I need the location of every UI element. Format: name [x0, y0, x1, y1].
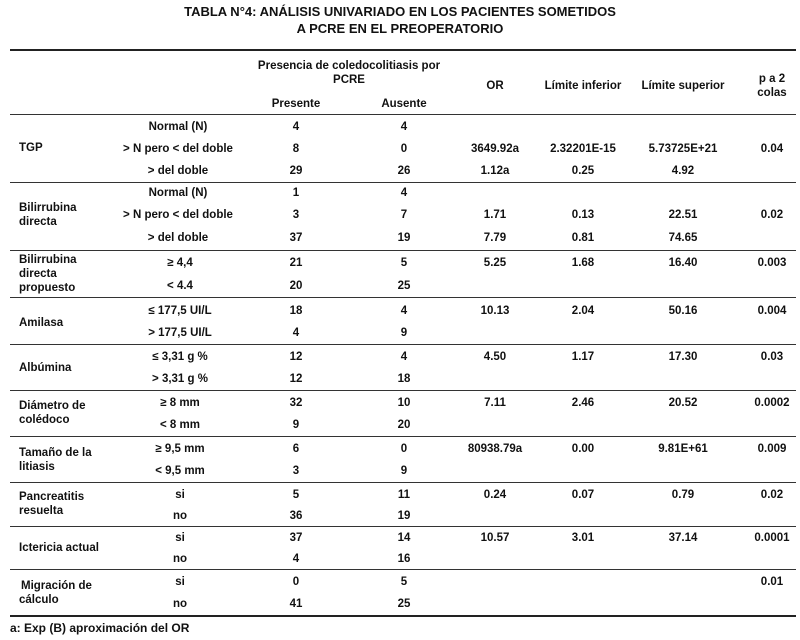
- row-bilip-p: 0.003: [757, 257, 787, 269]
- row-albumina-cat2-presente: 12: [289, 373, 303, 385]
- header-lim-sup: Límite superior: [641, 80, 725, 92]
- row-amilasa-li: 2.04: [571, 305, 595, 317]
- row-tgp-or1: 3649.92a: [471, 143, 519, 155]
- row-pancreatitis-label-1: Pancreatitis: [19, 491, 85, 503]
- rule-1: [10, 182, 796, 183]
- row-tamano-cat2: < 9,5 mm: [155, 465, 205, 477]
- row-ictericia-ls: 37.14: [668, 532, 698, 544]
- row-diametro-label-2: colédoco: [19, 414, 70, 426]
- row-migracion-label-1: Migración de: [21, 580, 92, 592]
- row-albumina-cat2: > 3,31 g %: [152, 373, 208, 385]
- row-ictericia-cat2-presente: 4: [292, 553, 300, 565]
- row-diametro-ls: 20.52: [668, 397, 698, 409]
- row-bili-or2: 7.79: [483, 232, 507, 244]
- header-p-2: colas: [757, 87, 787, 99]
- row-migracion-label-2: cálculo: [19, 594, 59, 606]
- rule-2: [10, 250, 796, 251]
- row-tgp-ls2: 4.92: [671, 165, 695, 177]
- row-albumina-ls: 17.30: [668, 351, 698, 363]
- row-diametro-label-1: Diámetro de: [19, 400, 86, 412]
- row-ictericia-li: 3.01: [571, 532, 595, 544]
- row-pancreatitis-label-2: resuelta: [19, 505, 64, 517]
- row-bilip-cat1-ausente: 5: [400, 257, 408, 269]
- row-migracion-p: 0.01: [760, 576, 784, 588]
- row-tamano-or: 80938.79a: [467, 443, 523, 455]
- rule-header: [10, 114, 796, 115]
- row-bili-label-1: Bilirrubina: [19, 202, 77, 214]
- row-bili-cat1: Normal (N): [148, 187, 208, 199]
- row-tgp-cat3-ausente: 26: [397, 165, 411, 177]
- row-bili-ls2: 74.65: [668, 232, 698, 244]
- row-albumina-cat1-ausente: 4: [400, 351, 408, 363]
- header-presence-2: PCRE: [333, 74, 365, 86]
- row-pancreatitis-cat2-ausente: 19: [397, 510, 411, 522]
- row-bili-p: 0.02: [760, 209, 784, 221]
- row-bilip-cat2: < 4.4: [167, 280, 193, 292]
- row-amilasa-cat1-presente: 18: [289, 305, 303, 317]
- row-bili-li1: 0.13: [571, 209, 595, 221]
- row-bilip-or: 5.25: [483, 257, 507, 269]
- row-ictericia-p: 0.0001: [754, 532, 790, 544]
- row-ictericia-cat1: si: [175, 532, 185, 544]
- row-albumina-cat1: ≤ 3,31 g %: [152, 351, 208, 363]
- row-tgp-cat1: Normal (N): [148, 121, 208, 133]
- row-diametro-cat1-ausente: 10: [397, 397, 411, 409]
- row-diametro-cat2: < 8 mm: [160, 419, 200, 431]
- rule-3: [10, 297, 796, 298]
- row-diametro-p: 0.0002: [754, 397, 790, 409]
- row-tgp-ls1: 5.73725E+21: [648, 143, 718, 155]
- row-bili-cat1-ausente: 4: [400, 187, 408, 199]
- row-amilasa-label: Amilasa: [19, 317, 64, 329]
- row-tamano-cat2-ausente: 9: [400, 465, 408, 477]
- row-bili-cat1-presente: 1: [292, 187, 300, 199]
- header-presente: Presente: [271, 98, 321, 110]
- row-tgp-cat2: > N pero < del doble: [123, 143, 233, 155]
- row-bilip-label-2: directa: [19, 268, 57, 280]
- row-bilip-label-1: Bilirrubina: [19, 254, 77, 266]
- header-ausente: Ausente: [381, 98, 427, 110]
- row-tgp-or2: 1.12a: [480, 165, 510, 177]
- row-tamano-label-1: Tamaño de la: [19, 447, 92, 459]
- row-albumina-li: 1.17: [571, 351, 595, 363]
- rule-9: [10, 569, 796, 570]
- row-tamano-label-2: litiasis: [19, 461, 55, 473]
- header-p-1: p a 2: [758, 73, 786, 85]
- row-pancreatitis-p: 0.02: [760, 489, 784, 501]
- row-pancreatitis-cat1-presente: 5: [292, 489, 300, 501]
- row-diametro-li: 2.46: [571, 397, 595, 409]
- row-bili-cat3: > del doble: [147, 232, 209, 244]
- row-pancreatitis-cat1-ausente: 11: [397, 489, 411, 501]
- table-title: [0, 3, 800, 37]
- row-amilasa-cat1: ≤ 177,5 UI/L: [148, 305, 212, 317]
- rule-7: [10, 482, 796, 483]
- rule-top: [10, 49, 796, 51]
- row-bili-cat3-ausente: 19: [397, 232, 411, 244]
- row-pancreatitis-or: 0.24: [483, 489, 507, 501]
- row-diametro-or: 7.11: [484, 397, 506, 409]
- row-ictericia-label: Ictericia actual: [19, 542, 99, 554]
- row-pancreatitis-cat2: no: [172, 510, 188, 522]
- row-tamano-cat1: ≥ 9,5 mm: [155, 443, 205, 455]
- row-migracion-cat2: no: [172, 598, 188, 610]
- rule-5: [10, 390, 796, 391]
- row-ictericia-or: 10.57: [480, 532, 510, 544]
- row-amilasa-cat2: > 177,5 UI/L: [148, 327, 212, 339]
- row-bili-label-2: directa: [19, 216, 57, 228]
- row-albumina-cat1-presente: 12: [289, 351, 303, 363]
- row-bilip-li: 1.68: [571, 257, 595, 269]
- row-tamano-cat1-presente: 6: [292, 443, 300, 455]
- row-ictericia-cat2-ausente: 16: [397, 553, 411, 565]
- row-tamano-cat1-ausente: 0: [400, 443, 408, 455]
- row-migracion-cat1-ausente: 5: [400, 576, 408, 588]
- row-bili-or1: 1.71: [483, 209, 507, 221]
- row-bilip-label-3: propuesto: [19, 282, 76, 294]
- row-tamano-p: 0.009: [757, 443, 787, 455]
- row-tgp-cat3-presente: 29: [289, 165, 303, 177]
- row-bilip-ls: 16.40: [668, 257, 698, 269]
- row-albumina-label: Albúmina: [19, 362, 72, 374]
- row-diametro-cat2-ausente: 20: [397, 419, 411, 431]
- row-albumina-cat2-ausente: 18: [397, 373, 411, 385]
- row-bilip-cat1-presente: 21: [289, 257, 303, 269]
- row-amilasa-cat2-ausente: 9: [400, 327, 408, 339]
- row-ictericia-cat1-presente: 37: [289, 532, 303, 544]
- row-tgp-label: TGP: [19, 142, 43, 154]
- row-pancreatitis-cat2-presente: 36: [289, 510, 303, 522]
- row-amilasa-p: 0.004: [757, 305, 787, 317]
- row-diametro-cat1-presente: 32: [289, 397, 303, 409]
- row-diametro-cat1: ≥ 8 mm: [160, 397, 200, 409]
- header-lim-inf: Límite inferior: [544, 80, 622, 92]
- row-diametro-cat2-presente: 9: [292, 419, 300, 431]
- row-bili-cat2-presente: 3: [292, 209, 300, 221]
- row-tgp-cat1-presente: 4: [292, 121, 300, 133]
- row-tgp-cat1-ausente: 4: [400, 121, 408, 133]
- row-migracion-cat1-presente: 0: [292, 576, 300, 588]
- row-bilip-cat2-presente: 20: [289, 280, 303, 292]
- rule-bottom: [10, 615, 796, 617]
- row-pancreatitis-ls: 0.79: [671, 489, 695, 501]
- row-bilip-cat1: ≥ 4,4: [167, 257, 193, 269]
- rule-6: [10, 436, 796, 437]
- row-albumina-p: 0.03: [760, 351, 784, 363]
- row-amilasa-ls: 50.16: [668, 305, 698, 317]
- row-tamano-ls: 9.81E+61: [658, 443, 708, 455]
- row-pancreatitis-cat1: si: [175, 489, 185, 501]
- header-or: OR: [486, 80, 504, 92]
- rule-8: [10, 526, 796, 527]
- row-tgp-cat2-presente: 8: [292, 143, 300, 155]
- row-migracion-cat2-ausente: 25: [397, 598, 411, 610]
- title-line-2: A PCRE EN EL PREOPERATORIO: [296, 21, 504, 36]
- row-bili-ls1: 22.51: [668, 209, 698, 221]
- row-bili-li2: 0.81: [571, 232, 595, 244]
- row-amilasa-or: 10.13: [480, 305, 510, 317]
- row-bili-cat2-ausente: 7: [400, 209, 408, 221]
- header-presence-1: Presencia de coledocolitiasis por: [257, 60, 441, 72]
- row-migracion-cat1: si: [175, 576, 185, 588]
- row-amilasa-cat2-presente: 4: [292, 327, 300, 339]
- row-tgp-li2: 0.25: [571, 165, 595, 177]
- footnote: a: Exp (B) aproximación del OR: [10, 621, 190, 635]
- row-bilip-cat2-ausente: 25: [397, 280, 411, 292]
- title-line-1: TABLA N°4: ANÁLISIS UNIVARIADO EN LOS PACIENTES SOMETIDOS: [184, 4, 616, 19]
- row-amilasa-cat1-ausente: 4: [400, 305, 408, 317]
- row-tgp-li1: 2.32201E-15: [550, 143, 616, 155]
- row-tgp-cat3: > del doble: [147, 165, 209, 177]
- row-pancreatitis-li: 0.07: [571, 489, 595, 501]
- row-tamano-cat2-presente: 3: [292, 465, 300, 477]
- row-bili-cat3-presente: 37: [289, 232, 303, 244]
- row-albumina-or: 4.50: [483, 351, 507, 363]
- row-tamano-li: 0.00: [571, 443, 595, 455]
- row-tgp-p: 0.04: [760, 143, 784, 155]
- rule-4: [10, 344, 796, 345]
- row-migracion-cat2-presente: 41: [289, 598, 303, 610]
- row-ictericia-cat2: no: [172, 553, 188, 565]
- row-ictericia-cat1-ausente: 14: [397, 532, 411, 544]
- row-tgp-cat2-ausente: 0: [400, 143, 408, 155]
- row-bili-cat2: > N pero < del doble: [123, 209, 233, 221]
